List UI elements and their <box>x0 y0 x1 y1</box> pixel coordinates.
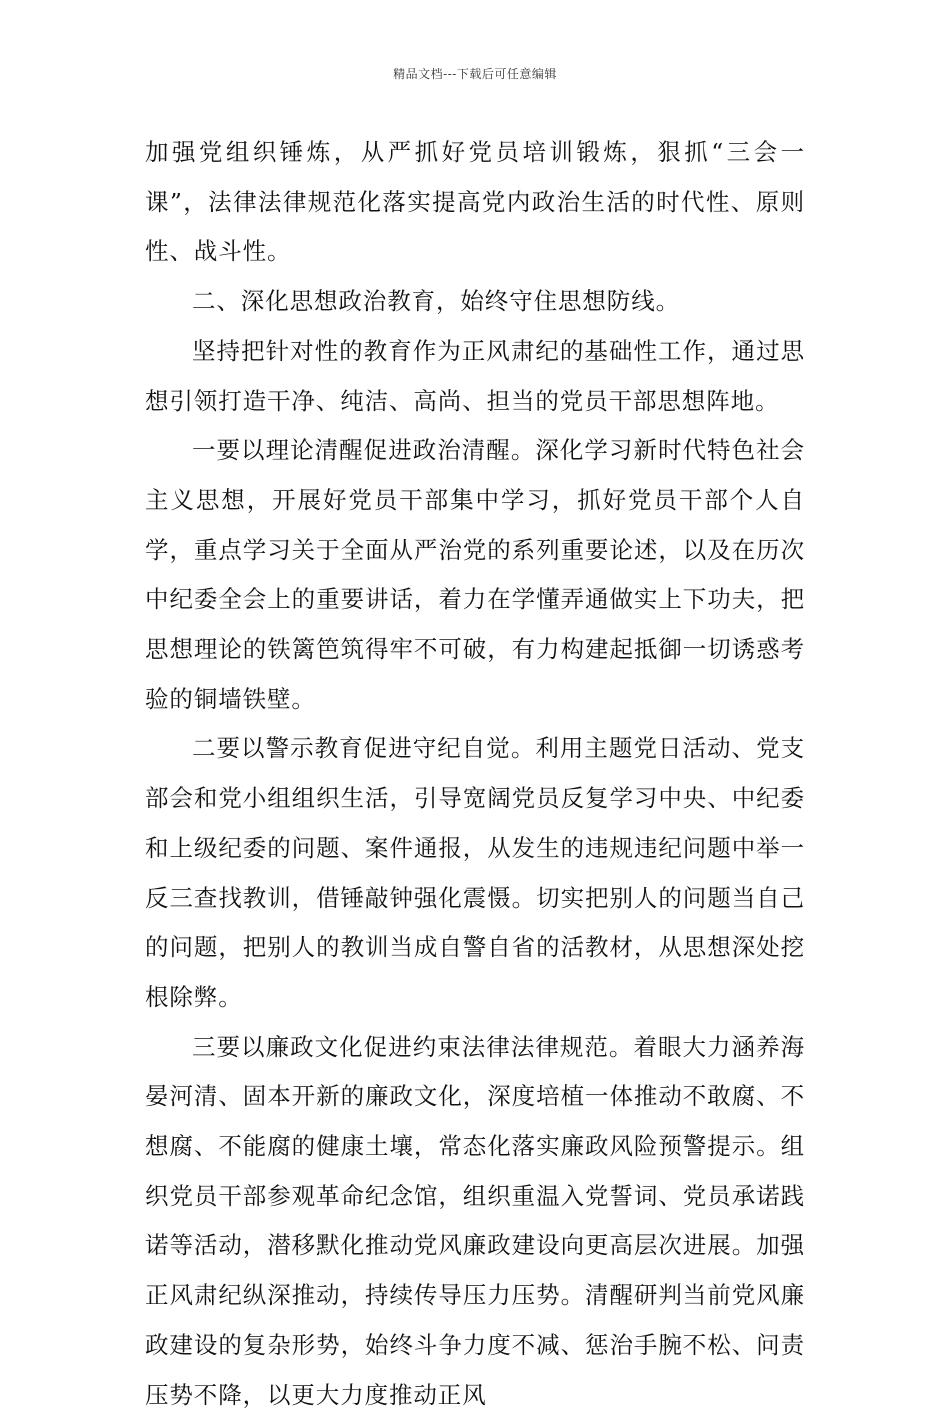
page-header: 精品文档---下载后可任意编辑 <box>393 67 557 81</box>
section-heading: 二、深化思想政治教育，始终守住思想防线。 <box>192 287 680 316</box>
paragraph: 二要以警示教育促进守纪自觉。利用主题党日活动、党支部会和党小组组织生活，引导宽阔党员反复学习中央、中纪委和上级纪委的问题、案件通报，从发生的违规违纪问题中举一反三查找教训，借锤敲钟强化震慑。切实把别人的问题当自己的问题，把别人的教训当成自警自省的活教材，从思想深处挖根除弊。 <box>145 734 805 1011</box>
paragraph: 一要以理论清醒促进政治清醒。深化学习新时代特色社会主义思想，开展好党员干部集中学习，抓好党员干部个人自学，重点学习关于全面从严治党的系列重要论述，以及在历次中纪委全会上的重要讲话，着力在学懂弄通做实上下功夫，把思想理论的铁篱笆筑得牢不可破，有力构建起抵御一切诱惑考验的铜墙铁壁。 <box>145 436 805 713</box>
document-body <box>145 128 805 1420</box>
paragraph-continuation: 加强党组织锤炼，从严抓好党员培训锻炼，狠抓“三会一课”，法律法律规范化落实提高党内政治生活的时代性、原则性、战斗性。 <box>145 138 805 266</box>
paragraph: 坚持把针对性的教育作为正风肃纪的基础性工作，通过思想引领打造干净、纯洁、高尚、担当的党员干部思想阵地。 <box>145 336 805 415</box>
paragraph: 三要以廉政文化促进约束法律法律规范。着眼大力涵养海晏河清、固本开新的廉政文化，深度培植一体推动不敢腐、不想腐、不能腐的健康土壤，常态化落实廉政风险预警提示。组织党员干部参观革命纪念馆，组织重温入党誓词、党员承诺践诺等活动，潜移默化推动党风廉政建设向更高层次进展。加强正风肃纪纵深推动，持续传导压力压势。清醒研判当前党风廉政建设的复杂形势，始终斗争力度不减、惩治手腕不松、问责压势不降，以更大力度推动正风 <box>145 1032 805 1409</box>
